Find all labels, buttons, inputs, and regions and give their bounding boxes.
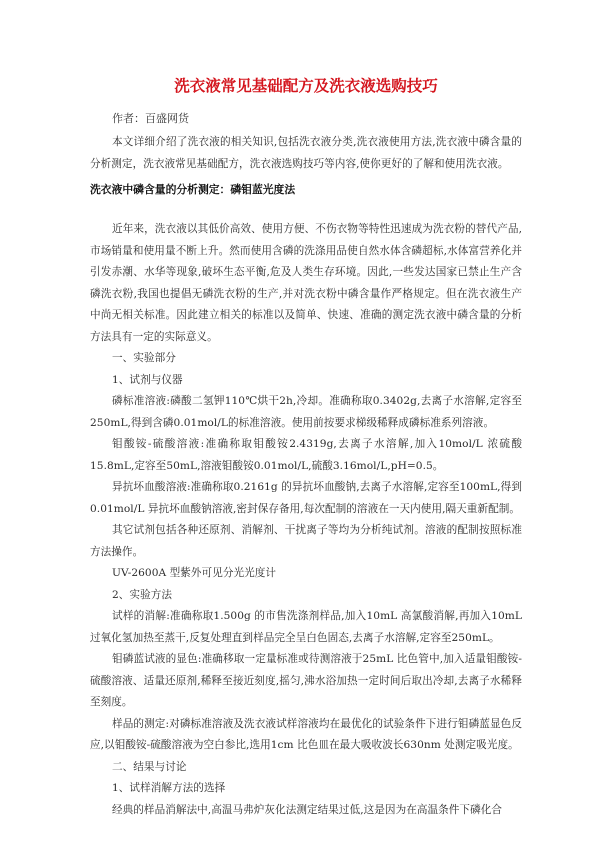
instrument-line: UV-2600A 型紫外可见分光光度计 xyxy=(112,567,277,579)
heading-digestion-choice: 1、试样消解方法的选择 xyxy=(112,782,226,794)
intro-paragraph: 本文详细介绍了洗衣液的相关知识,包括洗衣液分类,洗衣液使用方法,洗衣液中磷含量的分析测定，洗衣液常见基础配方，洗衣液选购技巧等内容,使你更好的了解和使用洗衣液。 xyxy=(90,136,522,170)
paragraph-other-reagents: 其它试剂包括各种还原剂、消解剂、干扰离子等均为分析纯试剂。溶液的配制按照标准方法操作。 xyxy=(90,524,522,558)
paragraph-molybdate-solution: 钼酸铵-硫酸溶液:准确称取钼酸铵2.4319g,去离子水溶解,加入10mol/L 浓硫酸15.8mL,定容至50mL,溶液钼酸铵0.01mol/L,硫酸3.16mol/L,pH=0.5。 xyxy=(90,438,522,472)
section-heading: 洗衣液中磷含量的分析测定：磷钼蓝光度法 xyxy=(90,183,296,196)
heading-method: 2、实验方法 xyxy=(112,588,173,601)
heading-results: 二、结果与讨论 xyxy=(112,760,187,773)
paragraph-phosphorus-standard: 磷标准溶液:磷酸二氢钾110℃烘干2h,冷却。准确称取0.3402g,去离子水溶解,定容至250mL,得到含磷0.01mol/L的标准溶液。使用前按要求梯级稀释成磷标准系列溶液。 xyxy=(90,395,522,429)
document-page xyxy=(90,70,522,821)
page-title: 洗衣液常见基础配方及洗衣液选购技巧 xyxy=(174,76,438,95)
paragraph-color-development: 钼磷蓝试液的显色:准确移取一定量标准或待测溶液于25mL 比色管中,加入适量钼酸铵-硫酸溶液、适量还原剂,稀释至接近刻度,摇匀,沸水浴加热一定时间后取出冷却,去离子水稀释至刻度。 xyxy=(90,653,522,708)
paragraph-digestion: 试样的消解:准确称取1.500g 的市售洗涤剂样品,加入10mL 高氯酸消解,再加入10mL过氧化氢加热至蒸干,反复处理直到样品完全呈白色固态,去离子水溶解,定容至250mL。 xyxy=(90,610,522,644)
paragraph-background: 近年来，洗衣液以其低价高效、使用方便、不伤衣物等特性迅速成为洗衣粉的替代产品,市场销量和使用量不断上升。然而使用含磷的洗涤用品使自然水体含磷超标,水体富营养化并引发赤潮、水华等现象,破坏生态平衡,危及人类生存环境。因此,一些发达国家已禁止生产含磷洗衣粉,我国也提倡无磷洗衣粉的生产,并对洗衣粉中磷含量作严格规定。但在洗衣液生产中尚无相关标准。因此建立相关的标准以及简单、快速、准确的测定洗衣液中磷含量的分析方法具有一定的实际意义。 xyxy=(90,223,522,343)
heading-reagents: 1、试剂与仪器 xyxy=(112,373,183,386)
author-line: 作者：百盛网货 xyxy=(112,112,189,125)
paragraph-ascorbic-solution: 异抗坏血酸溶液:准确称取0.2161g 的异抗坏血酸钠,去离子水溶解,定容至100mL,得到0.01mol/L 异抗坏血酸钠溶液,密封保存备用,每次配制的溶液在一天内使用,隔天重新配制。 xyxy=(90,481,522,515)
paragraph-measurement: 样品的测定:对磷标准溶液及洗衣液试样溶液均在最优化的试验条件下进行钼磷蓝显色反应,以钼酸铵-硫酸溶液为空白参比,选用1cm 比色皿在最大吸收波长630nm 处测定吸光度。 xyxy=(90,717,522,751)
paragraph-classic-digestion: 经典的样品消解法中,高温马弗炉灰化法测定结果过低,这是因为在高温条件下磷化合 xyxy=(112,803,503,816)
heading-experiment: 一、实验部分 xyxy=(112,352,176,364)
